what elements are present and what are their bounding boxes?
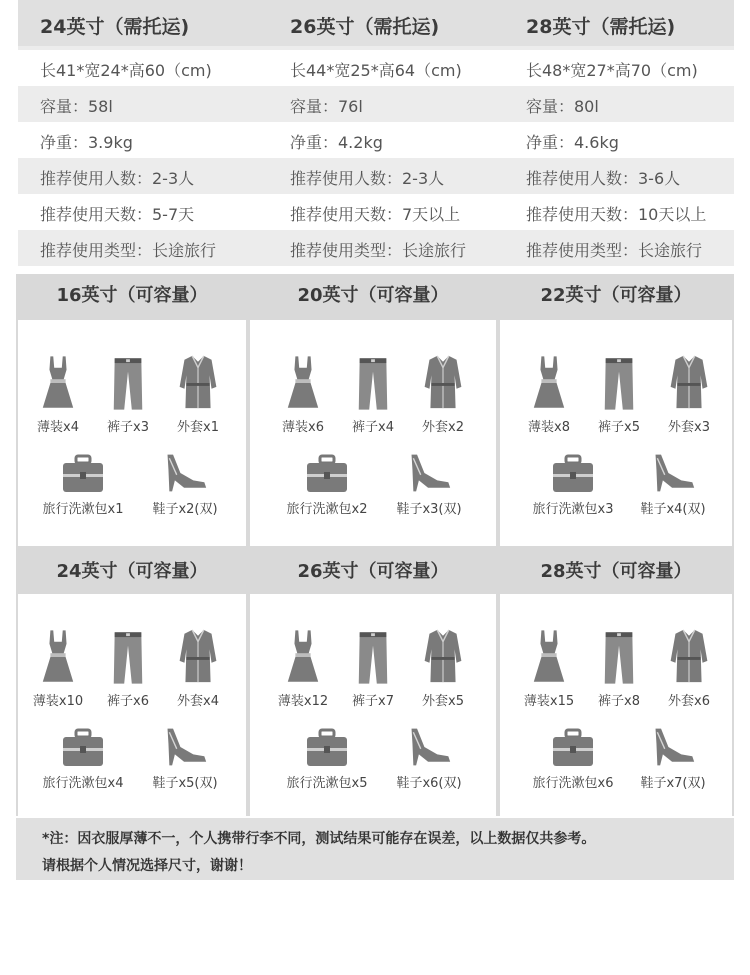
- capacity-title-22: 22英寸（可容量）: [540, 285, 692, 306]
- shoes-item: [374, 452, 484, 517]
- toiletry-bag-item: [28, 728, 138, 791]
- pants-item: [93, 354, 163, 435]
- capacity-panel-large: [16, 550, 734, 816]
- spec-cell: 长48*宽27*高70（cm): [526, 61, 698, 80]
- dress-item: [514, 628, 584, 709]
- shoes-item: [130, 452, 240, 517]
- spec-header-24: 24英寸（需托运): [40, 16, 190, 38]
- spec-row-people: [18, 158, 734, 194]
- coat-icon: [669, 628, 709, 686]
- spec-cell: 推荐使用天数：10天以上: [526, 205, 707, 224]
- shoes-item: [618, 452, 728, 517]
- toiletry-bag-count: 旅行洗漱包x3: [532, 502, 614, 517]
- spec-cell: 长44*宽25*高64（cm): [290, 61, 462, 80]
- dress-icon: [530, 354, 568, 412]
- capacity-box-26: [250, 594, 496, 816]
- spec-cell: 推荐使用天数：5-7天: [40, 205, 195, 224]
- toiletry-bag-icon: [551, 728, 595, 768]
- dress-icon: [284, 628, 322, 686]
- dress-count: 薄装x12: [277, 694, 329, 709]
- coat-item: [654, 354, 724, 435]
- high-heel-icon: [406, 726, 452, 768]
- coat-icon: [669, 354, 709, 412]
- toiletry-bag-item: [518, 454, 628, 517]
- capacity-title-16: 16英寸（可容量）: [56, 285, 208, 306]
- pants-count: 裤子x5: [598, 420, 640, 435]
- dress-count: 薄装x6: [282, 420, 324, 435]
- coat-item: [408, 628, 478, 709]
- dress-item: [23, 354, 93, 435]
- toiletry-bag-icon: [551, 454, 595, 494]
- pants-item: [338, 628, 408, 709]
- spec-cell: 容量：80l: [526, 97, 599, 116]
- disclaimer-note: [16, 818, 734, 880]
- note-line-2: 请根据个人情况选择尺寸，谢谢！: [42, 858, 252, 874]
- coat-item: [654, 628, 724, 709]
- capacity-box-22: [500, 320, 732, 546]
- high-heel-icon: [406, 452, 452, 494]
- dress-count: 薄装x10: [32, 694, 84, 709]
- spec-cell: 净重：3.9kg: [40, 133, 133, 152]
- toiletry-bag-item: [518, 728, 628, 791]
- toiletry-bag-icon: [61, 454, 105, 494]
- toiletry-bag-icon: [305, 728, 349, 768]
- pants-icon: [600, 354, 638, 412]
- dress-item: [23, 628, 93, 709]
- toiletry-bag-icon: [305, 454, 349, 494]
- dress-icon: [39, 354, 77, 412]
- spec-cell: 推荐使用人数：3-6人: [526, 169, 681, 188]
- spec-row-days: [18, 194, 734, 230]
- pants-count: 裤子x6: [107, 694, 149, 709]
- shoes-count: 鞋子x7(双): [640, 776, 706, 791]
- toiletry-bag-item: [272, 728, 382, 791]
- pants-count: 裤子x7: [352, 694, 394, 709]
- coat-count: 外套x6: [668, 694, 710, 709]
- pants-count: 裤子x8: [598, 694, 640, 709]
- shoes-count: 鞋子x2(双): [152, 502, 218, 517]
- spec-row-type: [18, 230, 734, 266]
- dress-item: [268, 628, 338, 709]
- pants-count: 裤子x3: [107, 420, 149, 435]
- spec-row-dimensions: [18, 50, 734, 86]
- coat-count: 外套x2: [422, 420, 464, 435]
- dress-item: [514, 354, 584, 435]
- dress-count: 薄装x4: [37, 420, 79, 435]
- spec-cell: 推荐使用类型：长途旅行: [526, 241, 703, 260]
- coat-icon: [178, 628, 218, 686]
- note-line-1: *注：因衣服厚薄不一，个人携带行李不同，测试结果可能存在误差，以上数据仅共参考。: [42, 831, 596, 847]
- capacity-title-26: 26英寸（可容量）: [297, 561, 449, 582]
- shoes-count: 鞋子x3(双): [396, 502, 462, 517]
- pants-icon: [109, 628, 147, 686]
- spec-cell: 长41*宽24*高60（cm): [40, 61, 212, 80]
- coat-icon: [423, 628, 463, 686]
- spec-row-weight: [18, 122, 734, 158]
- capacity-title-20: 20英寸（可容量）: [297, 285, 449, 306]
- coat-count: 外套x5: [422, 694, 464, 709]
- spec-cell: 容量：76l: [290, 97, 363, 116]
- toiletry-bag-count: 旅行洗漱包x1: [42, 502, 124, 517]
- shoes-item: [130, 726, 240, 791]
- spec-cell: 推荐使用类型：长途旅行: [290, 241, 467, 260]
- pants-count: 裤子x4: [352, 420, 394, 435]
- pants-item: [584, 354, 654, 435]
- capacity-box-16: [18, 320, 246, 546]
- toiletry-bag-count: 旅行洗漱包x4: [42, 776, 124, 791]
- capacity-title-24: 24英寸（可容量）: [56, 561, 208, 582]
- shoes-count: 鞋子x6(双): [396, 776, 462, 791]
- pants-icon: [109, 354, 147, 412]
- coat-item: [408, 354, 478, 435]
- spec-cell: 推荐使用人数：2-3人: [290, 169, 445, 188]
- capacity-box-20: [250, 320, 496, 546]
- toiletry-bag-icon: [61, 728, 105, 768]
- toiletry-bag-count: 旅行洗漱包x6: [532, 776, 614, 791]
- shoes-count: 鞋子x4(双): [640, 502, 706, 517]
- pants-icon: [600, 628, 638, 686]
- dress-icon: [284, 354, 322, 412]
- coat-item: [163, 354, 233, 435]
- high-heel-icon: [650, 452, 696, 494]
- pants-icon: [354, 354, 392, 412]
- capacity-title-28: 28英寸（可容量）: [540, 561, 692, 582]
- spec-cell: 净重：4.2kg: [290, 133, 383, 152]
- pants-item: [338, 354, 408, 435]
- coat-count: 外套x3: [668, 420, 710, 435]
- shoes-item: [374, 726, 484, 791]
- pants-item: [93, 628, 163, 709]
- toiletry-bag-count: 旅行洗漱包x5: [286, 776, 368, 791]
- capacity-box-28: [500, 594, 732, 816]
- capacity-panel-small: [16, 274, 734, 550]
- dress-icon: [530, 628, 568, 686]
- dress-count: 薄装x15: [523, 694, 575, 709]
- dress-icon: [39, 628, 77, 686]
- coat-count: 外套x1: [177, 420, 219, 435]
- spec-header-26: 26英寸（需托运): [290, 16, 440, 38]
- shoes-count: 鞋子x5(双): [152, 776, 218, 791]
- dress-item: [268, 354, 338, 435]
- shoes-item: [618, 726, 728, 791]
- coat-icon: [178, 354, 218, 412]
- spec-header-28: 28英寸（需托运): [526, 16, 676, 38]
- coat-count: 外套x4: [177, 694, 219, 709]
- spec-cell: 推荐使用天数：7天以上: [290, 205, 461, 224]
- pants-item: [584, 628, 654, 709]
- pants-icon: [354, 628, 392, 686]
- coat-icon: [423, 354, 463, 412]
- spec-cell: 推荐使用人数：2-3人: [40, 169, 195, 188]
- capacity-box-24: [18, 594, 246, 816]
- spec-table: [18, 0, 734, 264]
- spec-cell: 净重：4.6kg: [526, 133, 619, 152]
- coat-item: [163, 628, 233, 709]
- toiletry-bag-item: [28, 454, 138, 517]
- high-heel-icon: [650, 726, 696, 768]
- spec-header-row: [18, 0, 734, 46]
- spec-cell: 容量：58l: [40, 97, 113, 116]
- spec-row-volume: [18, 86, 734, 122]
- spec-cell: 推荐使用类型：长途旅行: [40, 241, 217, 260]
- toiletry-bag-item: [272, 454, 382, 517]
- toiletry-bag-count: 旅行洗漱包x2: [286, 502, 368, 517]
- high-heel-icon: [162, 452, 208, 494]
- high-heel-icon: [162, 726, 208, 768]
- dress-count: 薄装x8: [528, 420, 570, 435]
